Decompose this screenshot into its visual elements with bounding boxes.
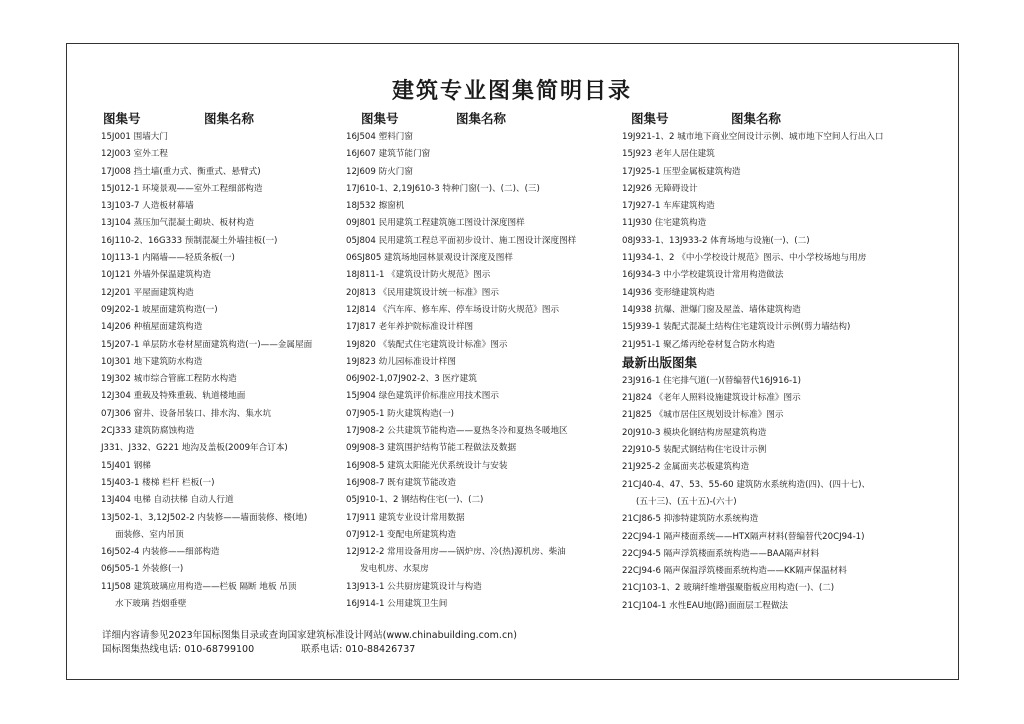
catalog-column-2 bbox=[346, 129, 576, 613]
catalog-entry: 19J921-1、2 城市地下商业空间设计示例、城市地下空间人行出入口 bbox=[622, 132, 884, 142]
catalog-entry: 18J811-1 《建筑设计防火规范》图示 bbox=[346, 270, 491, 281]
catalog-entry: 22CJ94-1 隔声楼面系统——HTX隔声材料(替编替代20CJ94-1) bbox=[622, 531, 865, 542]
catalog-entry: 08J933-1、13J933-2 体育场地与设施(一)、(二) bbox=[622, 235, 810, 246]
catalog-entry: 20J813 《民用建筑设计统一标准》图示 bbox=[346, 287, 499, 298]
catalog-entry: 面装修、室内吊顶 bbox=[115, 529, 184, 540]
catalog-entry: 22J910-5 装配式钢结构住宅设计示例 bbox=[622, 445, 767, 456]
col3-header-number: 图集号 bbox=[631, 111, 669, 126]
footer-phones bbox=[102, 641, 415, 655]
catalog-entry: 05J910-1、2 钢结构住宅(一)、(二) bbox=[346, 495, 484, 506]
col1-header-name: 图集名称 bbox=[204, 111, 255, 126]
catalog-entry: 13J103-7 人造板材幕墙 bbox=[101, 201, 194, 212]
catalog-entry: 11J930 住宅建筑构造 bbox=[622, 218, 707, 229]
catalog-entry: 11J934-1、2 《中小学校设计规范》图示、中小学校场地与用房 bbox=[622, 253, 867, 264]
catalog-entry: 15J207-1 单层防水卷材屋面建筑构造(一)——金属屋面 bbox=[101, 339, 313, 350]
catalog-entry: 06J902-1,07J902-2、3 医疗建筑 bbox=[346, 374, 477, 385]
catalog-entry: 12J304 重载及特殊重载、轨道楼地面 bbox=[101, 391, 246, 402]
catalog-entry: 15J939-1 装配式混凝土结构住宅建筑设计示例(剪力墙结构) bbox=[622, 322, 851, 333]
catalog-entry: 07J306 窗井、设备吊装口、排水沟、集水坑 bbox=[101, 408, 272, 419]
catalog-entry: 15J001 围墙大门 bbox=[101, 132, 168, 142]
catalog-entry: 16J504 塑料门窗 bbox=[346, 132, 413, 142]
catalog-entry: 13J913-1 公共厨房建筑设计与构造 bbox=[346, 581, 482, 592]
catalog-entry: 06J505-1 外装修(一) bbox=[101, 564, 184, 575]
catalog-entry: 21J824 《老年人照料设施建筑设计标准》图示 bbox=[622, 393, 801, 404]
catalog-entry: 12J201 平屋面建筑构造 bbox=[101, 287, 194, 298]
footer-hotline: 国标图集热线电话: 010-68799100 bbox=[102, 644, 255, 655]
catalog-entry: 10J113-1 内隔墙——轻质条板(一) bbox=[101, 253, 235, 264]
catalog-entry: 12J926 无障碍设计 bbox=[622, 183, 698, 194]
catalog-entry: 15J401 钢梯 bbox=[101, 460, 151, 471]
catalog-entry: 10J121 外墙外保温建筑构造 bbox=[101, 270, 211, 281]
catalog-entry: 22CJ94-5 隔声浮筑楼面系统构造——BAA隔声材料 bbox=[622, 548, 820, 559]
col2-header-number: 图集号 bbox=[361, 111, 399, 126]
catalog-entry: 17J927-1 车库建筑构造 bbox=[622, 201, 715, 212]
catalog-entry: 09J908-3 建筑围护结构节能工程做法及数据 bbox=[346, 443, 517, 454]
catalog-entry: 21J825 《城市居住区规划设计标准》图示 bbox=[622, 410, 784, 421]
catalog-entry: 13J502-1、3,12J502-2 内装修——墙面装修、楼(地) bbox=[101, 512, 308, 523]
catalog-entry: 15J923 老年人居住建筑 bbox=[622, 149, 715, 160]
catalog-entry: 14J206 种植屋面建筑构造 bbox=[101, 322, 203, 333]
catalog-entry: 21CJ104-1 水性EAU地(路)面面层工程做法 bbox=[622, 600, 789, 611]
catalog-entry: 15J012-1 环境景观——室外工程细部构造 bbox=[101, 183, 263, 194]
catalog-entry: 17J925-1 压型金属板建筑构造 bbox=[622, 166, 741, 177]
page-title: 建筑专业图集简明目录 bbox=[391, 79, 632, 104]
catalog-entry: 17J911 建筑专业设计常用数据 bbox=[346, 512, 465, 523]
catalog-entry: 17J610-1、2,19J610-3 特种门窗(一)、(二)、(三) bbox=[346, 183, 540, 194]
catalog-entry: 09J202-1 坡屋面建筑构造(一) bbox=[101, 304, 218, 315]
catalog-entry: 2CJ333 建筑防腐蚀构造 bbox=[101, 426, 195, 437]
catalog-entry: 07J905-1 防火建筑构造(一) bbox=[346, 408, 455, 419]
catalog-entry: 17J008 挡土墙(重力式、衡重式、悬臂式) bbox=[101, 166, 261, 177]
catalog-entry: 16J908-7 既有建筑节能改造 bbox=[346, 477, 456, 488]
catalog-entry: 17J908-2 公共建筑节能构造——夏热冬冷和夏热冬暖地区 bbox=[346, 426, 568, 437]
catalog-entry: 12J814 《汽车库、修车库、停车场设计防火规范》图示 bbox=[346, 304, 560, 315]
catalog-column-1 bbox=[101, 129, 312, 613]
catalog-entry: 16J502-4 内装修——细部构造 bbox=[101, 547, 220, 558]
catalog-entry: 13J404 电梯 自动扶梯 自动人行道 bbox=[101, 495, 234, 506]
catalog-entry: 12J912-2 常用设备用房——锅炉房、冷(热)源机房、柴油 bbox=[346, 547, 566, 558]
catalog-entry: 16J914-1 公用建筑卫生间 bbox=[346, 599, 448, 610]
catalog-entry: 水下玻璃 挡烟垂壁 bbox=[115, 599, 187, 610]
col3-header-name: 图集名称 bbox=[731, 111, 782, 126]
catalog-entry: 13J104 蒸压加气混凝土砌块、板材构造 bbox=[101, 218, 254, 229]
catalog-entry: 20J910-3 模块化钢结构房屋建筑构造 bbox=[622, 427, 767, 438]
footer-contact: 联系电话: 010-88426737 bbox=[301, 644, 416, 655]
catalog-entry: 17J817 老年养护院标准设计样图 bbox=[346, 322, 474, 333]
catalog-entry: 16J110-2、16G333 预制混凝土外墙挂板(一) bbox=[101, 235, 278, 246]
catalog-entry: 12J003 室外工程 bbox=[101, 149, 168, 160]
catalog-entry: 21J925-2 金属面夹芯板建筑构造 bbox=[622, 462, 750, 473]
catalog-entry: 14J936 变形缝建筑构造 bbox=[622, 287, 715, 298]
catalog-entry: J331、J332、G221 地沟及盖板(2009年合订本) bbox=[101, 443, 288, 454]
catalog-entry: 21CJ40-4、47、53、55-60 建筑防水系统构造(四)、(四十七)、 bbox=[622, 479, 871, 490]
catalog-entry: 11J508 建筑玻璃应用构造——栏板 隔断 地板 吊顶 bbox=[101, 581, 297, 592]
catalog-entry: 19J302 城市综合管廊工程防水构造 bbox=[101, 374, 237, 385]
col2-header-name: 图集名称 bbox=[456, 111, 507, 126]
catalog-entry: 19J820 《装配式住宅建筑设计标准》图示 bbox=[346, 339, 508, 350]
catalog-entry: (五十三)、(五十五)-(六十) bbox=[636, 496, 737, 507]
catalog-entry: 12J609 防火门窗 bbox=[346, 166, 413, 177]
footer-website-note: 详细内容请参见2023年国标图集目录或查询国家建筑标准设计网站(www.chinabuilding.com.cn) bbox=[102, 630, 517, 641]
new-section-title: 最新出版图集 bbox=[622, 354, 698, 370]
catalog-entry: 21CJ86-5 抑渗特建筑防水系统构造 bbox=[622, 514, 759, 525]
catalog-entry: 21CJ103-1、2 玻璃纤维增强聚脂板应用构造(一)、(二) bbox=[622, 583, 835, 594]
footer-info bbox=[102, 627, 517, 641]
catalog-entry: 15J904 绿色建筑评价标准应用技术图示 bbox=[346, 391, 499, 402]
catalog-entry: 发电机房、水泵房 bbox=[360, 564, 429, 575]
catalog-entry: 23J916-1 住宅排气道(一)(替编替代16J916-1) bbox=[622, 375, 801, 386]
catalog-entry: 07J912-1 变配电所建筑构造 bbox=[346, 529, 456, 540]
catalog-entry: 09J801 民用建筑工程建筑施工图设计深度图样 bbox=[346, 218, 525, 229]
catalog-entry: 15J403-1 楼梯 栏杆 栏板(一) bbox=[101, 477, 215, 488]
catalog-entry: 22CJ94-6 隔声保温浮筑楼面系统构造——KK隔声保温材料 bbox=[622, 566, 847, 577]
catalog-entry: 16J607 建筑节能门窗 bbox=[346, 149, 431, 160]
catalog-entry: 16J934-3 中小学校建筑设计常用构造做法 bbox=[622, 270, 784, 281]
catalog-column-3 bbox=[622, 129, 884, 615]
catalog-entry: 05J804 民用建筑工程总平面初步设计、施工图设计深度图样 bbox=[346, 235, 577, 246]
catalog-entry: 18J532 擦窗机 bbox=[346, 201, 405, 212]
catalog-entry: 06SJ805 建筑场地园林景观设计深度及图样 bbox=[346, 253, 513, 264]
catalog-entry: 14J938 抗爆、泄爆门窗及屋盖、墙体建筑构造 bbox=[622, 304, 801, 315]
catalog-entry: 21J951-1 聚乙烯丙纶卷材复合防水构造 bbox=[622, 339, 775, 350]
catalog-entry: 19J823 幼儿园标准设计样图 bbox=[346, 356, 456, 367]
col1-header-number: 图集号 bbox=[103, 111, 141, 126]
catalog-entry: 10J301 地下建筑防水构造 bbox=[101, 356, 203, 367]
catalog-entry: 16J908-5 建筑太阳能光伏系统设计与安装 bbox=[346, 460, 508, 471]
